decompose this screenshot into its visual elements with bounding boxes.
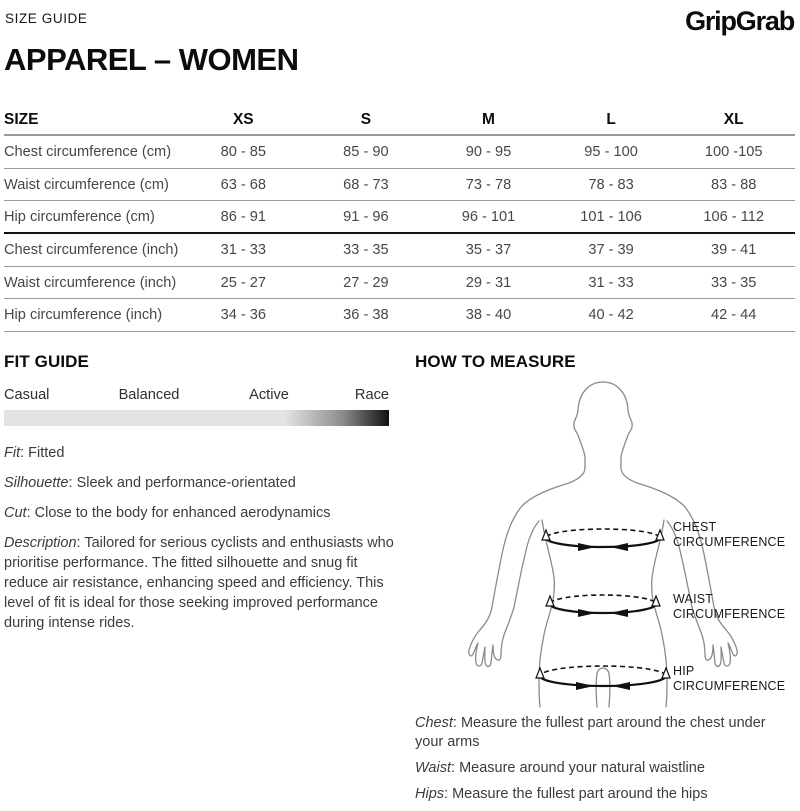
size-table: [4, 106, 795, 332]
row-label: Waist circumference (cm): [4, 176, 169, 193]
gripgrab-logo: GripGrab: [685, 6, 794, 36]
detail-text: Sleek and performance-orientated: [76, 475, 296, 491]
detail-term: Silhouette: [4, 475, 69, 491]
size-value: 39 - 41: [710, 241, 757, 258]
column-header: XL: [723, 111, 744, 128]
size-value: 73 - 78: [465, 176, 512, 193]
size-value: 68 - 73: [343, 176, 389, 193]
size-value: 101 - 106: [580, 208, 642, 225]
detail-text: Tailored for serious cyclists and enthusiasts who prioritise performance. The fitted silhouette and snug fit reduce air resistance, enhancing speed and efficiency. This level of fit is ideal for those seeking improved performance during intense rides.: [4, 535, 394, 631]
how-to-measure-section: [415, 352, 796, 800]
size-value: 106 - 112: [703, 208, 764, 225]
table-row: [4, 299, 795, 332]
detail-term: Description: [4, 535, 77, 551]
size-value: 96 - 101: [461, 208, 516, 225]
instruction-separator: :: [451, 760, 460, 776]
detail-separator: :: [26, 505, 35, 521]
column-header: M: [482, 111, 495, 128]
fit-scale-labels: [4, 387, 396, 404]
hip-circumference-label: HIP CIRCUMFERENCE: [673, 664, 786, 693]
size-value: 91 - 96: [343, 208, 389, 225]
fit-guide-section: [4, 352, 396, 643]
size-value: 37 - 39: [588, 241, 634, 258]
table-row: [4, 169, 795, 202]
fit-details: [4, 443, 396, 633]
fit-detail: [4, 533, 396, 633]
instruction-text: Measure around your natural waistline: [459, 760, 705, 776]
table-row: [4, 136, 795, 169]
column-header: SIZE: [4, 111, 39, 128]
size-value: 63 - 68: [220, 176, 267, 193]
size-value: 25 - 27: [220, 274, 267, 291]
size-value: 33 - 35: [343, 241, 389, 258]
size-value: 38 - 40: [465, 307, 512, 324]
instruction-term: Chest: [415, 715, 453, 731]
detail-separator: :: [76, 535, 85, 551]
scale-label-active: Active: [249, 387, 289, 403]
measure-instruction: [415, 785, 796, 804]
size-value: 100 -105: [704, 143, 763, 160]
instruction-term: Waist: [415, 760, 451, 776]
fit-gradient-bar: [4, 410, 389, 426]
row-label: Hip circumference (cm): [4, 208, 155, 225]
size-value: 85 - 90: [343, 143, 389, 160]
table-row: [4, 267, 795, 300]
detail-text: Close to the body for enhanced aerodynamics: [34, 505, 331, 521]
scale-label-race: Race: [354, 387, 389, 403]
row-label: Chest circumference (cm): [4, 143, 172, 160]
scale-label-balanced: Balanced: [118, 387, 180, 403]
fit-detail: [4, 503, 396, 523]
detail-separator: :: [20, 445, 29, 461]
detail-separator: :: [68, 475, 77, 491]
instruction-text: Measure the fullest part around the hips: [452, 786, 708, 802]
row-label: Chest circumference (inch): [4, 241, 179, 258]
measure-instruction: [415, 714, 796, 752]
table-header-row: [4, 106, 795, 136]
size-value: 90 - 95: [465, 143, 512, 160]
column-header: S: [360, 111, 372, 128]
row-label: Hip circumference (inch): [4, 307, 163, 324]
page-eyebrow: SIZE GUIDE: [5, 11, 88, 26]
scale-label-casual: Casual: [4, 387, 50, 403]
size-value: 83 - 88: [710, 176, 757, 193]
instruction-separator: :: [452, 715, 461, 731]
hip-measure-line: [536, 666, 670, 690]
waist-circumference-label: WAIST CIRCUMFERENCE: [673, 592, 786, 621]
size-value: 36 - 38: [343, 307, 389, 324]
fit-detail: [4, 443, 396, 463]
size-value: 31 - 33: [588, 274, 634, 291]
column-header: L: [606, 111, 616, 128]
size-value: 33 - 35: [710, 274, 757, 291]
size-value: 34 - 36: [220, 307, 267, 324]
detail-term: Fit: [4, 445, 21, 461]
instruction-separator: :: [444, 786, 453, 802]
size-value: 42 - 44: [710, 307, 757, 324]
chest-measure-line: [542, 529, 664, 551]
size-value: 29 - 31: [465, 274, 512, 291]
size-value: 86 - 91: [220, 208, 267, 225]
measure-instruction: [415, 759, 796, 778]
row-label: Waist circumference (inch): [4, 274, 177, 291]
column-header: XS: [232, 111, 254, 128]
how-to-measure-heading: HOW TO MEASURE: [415, 352, 576, 371]
size-value: 40 - 42: [588, 307, 634, 324]
size-value: 27 - 29: [343, 274, 389, 291]
table-row: [4, 201, 795, 234]
size-value: 95 - 100: [584, 143, 638, 160]
fit-guide-heading: FIT GUIDE: [4, 352, 89, 371]
size-value: 35 - 37: [465, 241, 512, 258]
chest-circumference-label: CHEST CIRCUMFERENCE: [673, 520, 786, 549]
table-row: [4, 234, 795, 267]
measure-instructions: [415, 714, 796, 811]
waist-measure-line: [546, 595, 660, 617]
page-title: APPAREL – WOMEN: [4, 42, 299, 77]
size-value: 80 - 85: [220, 143, 267, 160]
fit-detail: [4, 473, 396, 493]
instruction-text: Measure the fullest part around the chest under your arms: [415, 715, 766, 750]
detail-term: Cut: [4, 505, 27, 521]
instruction-term: Hips: [415, 786, 445, 802]
detail-text: Fitted: [28, 445, 65, 461]
size-value: 78 - 83: [588, 176, 634, 193]
size-value: 31 - 33: [220, 241, 267, 258]
